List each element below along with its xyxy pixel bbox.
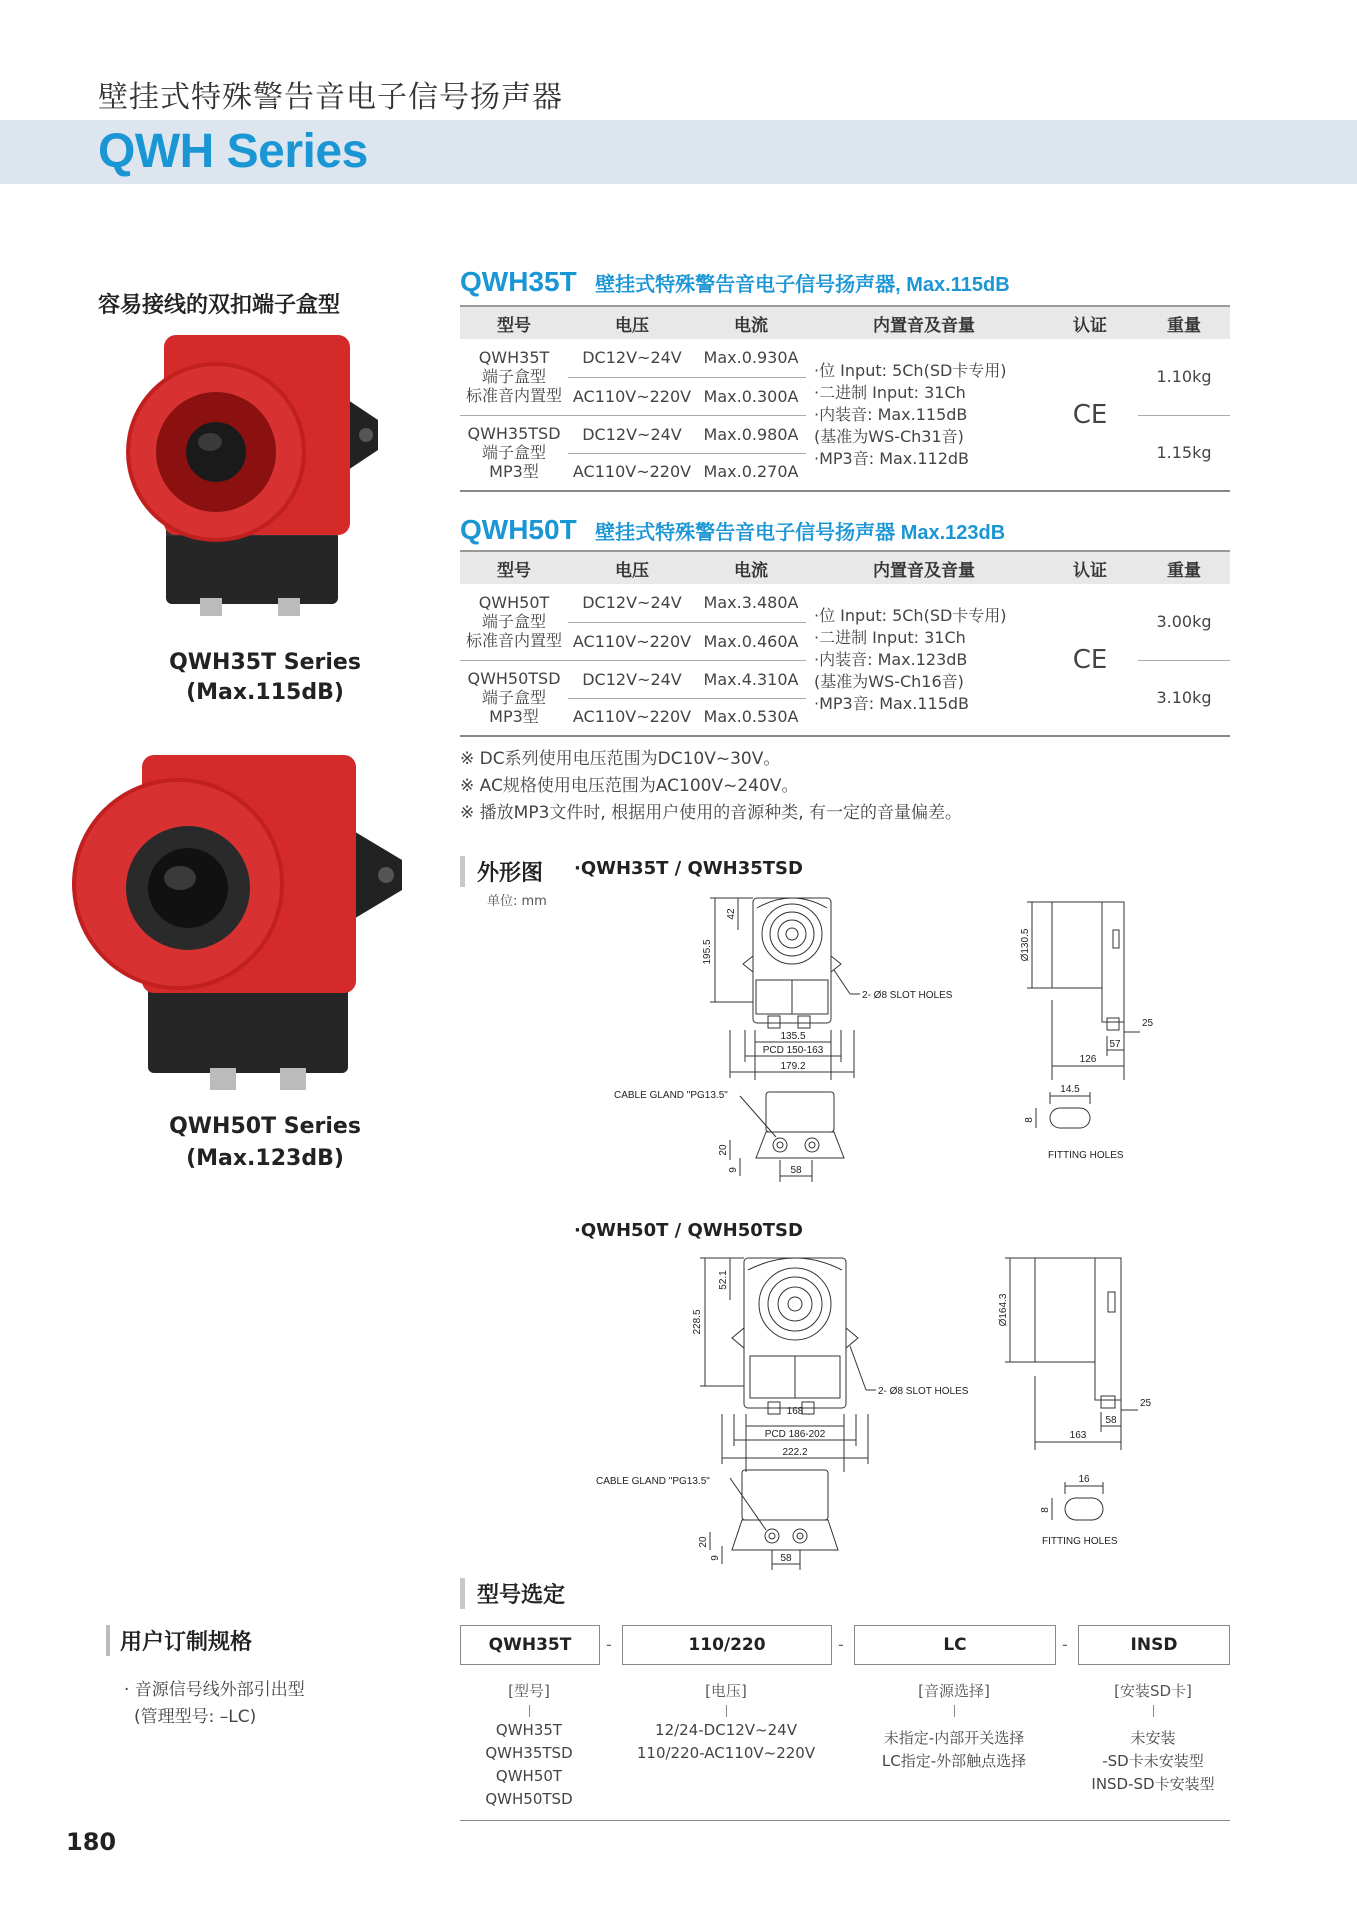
qwh35-code: QWH35T [460, 266, 577, 297]
qwh50-section-title [460, 514, 1005, 546]
selection-option: 110/220-AC110V~220V [636, 1744, 816, 1762]
current-cell: Max.3.480A [696, 584, 806, 622]
model-cell [460, 660, 568, 736]
selection-col-label: [型号] [508, 1682, 550, 1700]
selection-bottom-rule [460, 1820, 1230, 1821]
qwh50t-product-image [70, 750, 410, 1090]
dim-text: 2- Ø8 SLOT HOLES [862, 990, 953, 1001]
sound-line: ·内装音: Max.115dB [814, 404, 968, 424]
voltage-cell: DC12V~24V [568, 660, 696, 698]
dim-text: PCD 186-202 [764, 1429, 826, 1440]
table-row [460, 584, 1230, 622]
col-header-sound: 内置音及音量 [806, 306, 1042, 339]
model-variant: MP3型 [489, 707, 539, 727]
col-header-voltage: 电压 [568, 306, 696, 339]
sound-line: ·MP3音: Max.115dB [814, 693, 970, 713]
sound-cell [806, 339, 1042, 491]
dim-text: FITTING HOLES [1042, 1536, 1118, 1547]
dim-text: 228.5 [692, 1309, 703, 1335]
voltage-cell: AC110V~220V [568, 453, 696, 491]
table-header-row [460, 551, 1230, 584]
model-type: 端子盒型 [481, 612, 546, 632]
table-row [460, 339, 1230, 377]
voltage-cell: DC12V~24V [568, 584, 696, 622]
dim-text: 179.2 [780, 1061, 806, 1072]
model-variant: 标准音内置型 [465, 386, 562, 406]
dim-text: 8 [1024, 1117, 1035, 1123]
qwh35t-caption: QWH35T Series [169, 650, 361, 675]
sound-line: ·位 Input: 5Ch(SD卡专用) [814, 605, 1007, 625]
model-name: QWH50T [478, 593, 550, 613]
note-line: ※ 播放MP3文件时, 根据用户使用的音源种类, 有一定的音量偏差。 [460, 803, 962, 823]
sound-line: ·二进制 Input: 31Ch [814, 627, 966, 647]
sound-line: ·MP3音: Max.112dB [814, 448, 970, 468]
col-header-sound: 内置音及音量 [806, 551, 1042, 584]
qwh35-spec-table [460, 305, 1230, 492]
table-header-row [460, 306, 1230, 339]
model-cell [460, 584, 568, 660]
custom-item [124, 1677, 305, 1731]
dim-text: PCD 150-163 [762, 1045, 824, 1056]
voltage-cell: AC110V~220V [568, 622, 696, 660]
voltage-cell: DC12V~24V [568, 339, 696, 377]
qwh35-section-title [460, 266, 1010, 298]
dim-text: 195.5 [702, 939, 713, 965]
col-header-weight: 重量 [1138, 551, 1230, 584]
selection-option: QWH35T [495, 1721, 563, 1739]
model-name: QWH35TSD [467, 424, 561, 444]
model-type: 端子盒型 [481, 688, 546, 708]
page-title: QWH Series [98, 125, 368, 178]
weight-cell: 3.00kg [1138, 584, 1230, 660]
qwh35t-product-image [118, 330, 398, 630]
voltage-cell: AC110V~220V [568, 698, 696, 736]
dim-text: 16 [1078, 1474, 1090, 1485]
dim-text: 14.5 [1060, 1084, 1080, 1095]
selection-option: QWH50T [495, 1767, 563, 1785]
selection-col-sd [1078, 1680, 1228, 1796]
qwh50t-caption: QWH50T Series [169, 1114, 361, 1139]
selection-heading: 型号选定 [460, 1578, 565, 1609]
selection-dash: - [838, 1635, 844, 1654]
dim-text: 52.1 [718, 1270, 729, 1290]
col-header-weight: 重量 [1138, 306, 1230, 339]
unit-label: 单位: mm [487, 894, 547, 909]
selection-option: 未指定-内部开关选择 [883, 1729, 1025, 1747]
dim-text: 9 [728, 1167, 739, 1173]
drawing-label-35: ·QWH35T / QWH35TSD [574, 858, 803, 879]
selection-col-label: [安装SD卡] [1114, 1682, 1192, 1700]
dim-text: 57 [1109, 1039, 1121, 1050]
dim-text: 42 [726, 908, 737, 920]
dim-text: 20 [698, 1536, 709, 1548]
weight-cell: 1.10kg [1138, 339, 1230, 415]
model-type: 端子盒型 [481, 443, 546, 463]
dim-text: 58 [790, 1165, 802, 1176]
selection-box-source: LC [854, 1625, 1056, 1665]
weight-cell: 3.10kg [1138, 660, 1230, 736]
model-name: QWH35T [478, 348, 550, 368]
sound-line: ·位 Input: 5Ch(SD卡专用) [814, 360, 1007, 380]
dim-text: CABLE GLAND "PG13.5" [614, 1090, 728, 1101]
current-cell: Max.0.980A [696, 415, 806, 453]
col-header-voltage: 电压 [568, 551, 696, 584]
selection-box-sd: INSD [1078, 1625, 1230, 1665]
selection-box-model: QWH35T [460, 1625, 600, 1665]
qwh35-dimension-drawing [560, 890, 1200, 1190]
model-variant: 标准音内置型 [465, 631, 562, 651]
dims-heading: 外形图 [460, 856, 543, 887]
selection-dash: - [606, 1635, 612, 1654]
dim-text: FITTING HOLES [1048, 1150, 1124, 1161]
dim-text: 20 [718, 1144, 729, 1156]
dim-text: 222.2 [782, 1447, 808, 1458]
qwh50-desc: 壁挂式特殊警告音电子信号扬声器 Max.123dB [595, 522, 1006, 544]
custom-item-line: · 音源信号线外部引出型 [124, 1680, 305, 1700]
page-subtitle: 壁挂式特殊警告音电子信号扬声器 [98, 80, 563, 115]
model-variant: MP3型 [489, 462, 539, 482]
sound-line: (基准为WS-Ch31音) [814, 426, 964, 446]
selection-option: QWH50TSD [485, 1790, 573, 1808]
qwh50t-caption-db: (Max.123dB) [186, 1146, 344, 1171]
note-line: ※ DC系列使用电压范围为DC10V~30V。 [460, 749, 781, 769]
selection-option: 未安装 [1130, 1729, 1176, 1747]
qwh50-code: QWH50T [460, 514, 577, 545]
qwh50-dimension-drawing [560, 1250, 1200, 1590]
col-header-current: 电流 [696, 551, 806, 584]
sound-line: ·二进制 Input: 31Ch [814, 382, 966, 402]
qwh35t-caption-db: (Max.115dB) [186, 680, 344, 705]
current-cell: Max.4.310A [696, 660, 806, 698]
selection-box-voltage: 110/220 [622, 1625, 832, 1665]
col-header-model: 型号 [460, 306, 568, 339]
dim-text: 8 [1040, 1507, 1051, 1513]
selection-col-label: [音源选择] [918, 1682, 990, 1700]
model-cell [460, 415, 568, 491]
selection-option: LC指定-外部触点选择 [881, 1752, 1027, 1770]
dim-text: Ø164.3 [998, 1293, 1009, 1327]
note-line: ※ AC规格使用电压范围为AC100V~240V。 [460, 776, 799, 796]
dim-text: CABLE GLAND "PG13.5" [596, 1476, 710, 1487]
notes [460, 746, 962, 827]
selection-option: -SD卡未安装型 [1102, 1752, 1204, 1770]
model-name: QWH50TSD [467, 669, 561, 689]
dim-text: 126 [1079, 1054, 1097, 1065]
model-cell [460, 339, 568, 415]
custom-item-line: (管理型号: –LC) [134, 1707, 257, 1727]
col-header-cert: 认证 [1042, 551, 1138, 584]
current-cell: Max.0.270A [696, 453, 806, 491]
dim-text: 168 [786, 1406, 804, 1417]
qwh50-spec-table [460, 550, 1230, 737]
qwh35-desc: 壁挂式特殊警告音电子信号扬声器, Max.115dB [595, 274, 1010, 296]
model-type: 端子盒型 [481, 367, 546, 387]
dim-text: 58 [1105, 1415, 1117, 1426]
selection-dash: - [1062, 1635, 1068, 1654]
custom-heading: 用户订制规格 [106, 1625, 252, 1656]
selection-col-label: [电压] [705, 1682, 747, 1700]
col-header-model: 型号 [460, 551, 568, 584]
dim-text: 25 [1140, 1398, 1152, 1409]
col-header-cert: 认证 [1042, 306, 1138, 339]
selection-col-model [460, 1680, 598, 1811]
current-cell: Max.0.460A [696, 622, 806, 660]
dim-text: 2- Ø8 SLOT HOLES [878, 1386, 969, 1397]
current-cell: Max.0.300A [696, 377, 806, 415]
dim-text: 135.5 [780, 1031, 806, 1042]
ce-mark: CE [1042, 339, 1138, 491]
dim-text: Ø130.5 [1020, 928, 1031, 962]
drawing-label-50: ·QWH50T / QWH50TSD [574, 1220, 803, 1241]
weight-cell: 1.15kg [1138, 415, 1230, 491]
dim-text: 25 [1142, 1018, 1154, 1029]
selection-option: 12/24-DC12V~24V [655, 1721, 797, 1739]
page-number: 180 [66, 1828, 117, 1856]
selection-col-source [854, 1680, 1054, 1773]
voltage-cell: AC110V~220V [568, 377, 696, 415]
current-cell: Max.0.530A [696, 698, 806, 736]
selection-col-voltage [622, 1680, 830, 1765]
voltage-cell: DC12V~24V [568, 415, 696, 453]
current-cell: Max.0.930A [696, 339, 806, 377]
dim-text: 163 [1069, 1430, 1087, 1441]
sound-line: ·内装音: Max.123dB [814, 649, 968, 669]
selection-option: INSD-SD卡安装型 [1091, 1775, 1215, 1793]
left-heading: 容易接线的双扣端子盒型 [98, 293, 341, 318]
sound-cell [806, 584, 1042, 736]
selection-option: QWH35TSD [485, 1744, 573, 1762]
sound-line: (基准为WS-Ch16音) [814, 671, 964, 691]
ce-mark: CE [1042, 584, 1138, 736]
dim-text: 9 [710, 1555, 721, 1561]
col-header-current: 电流 [696, 306, 806, 339]
dim-text: 58 [780, 1553, 792, 1564]
